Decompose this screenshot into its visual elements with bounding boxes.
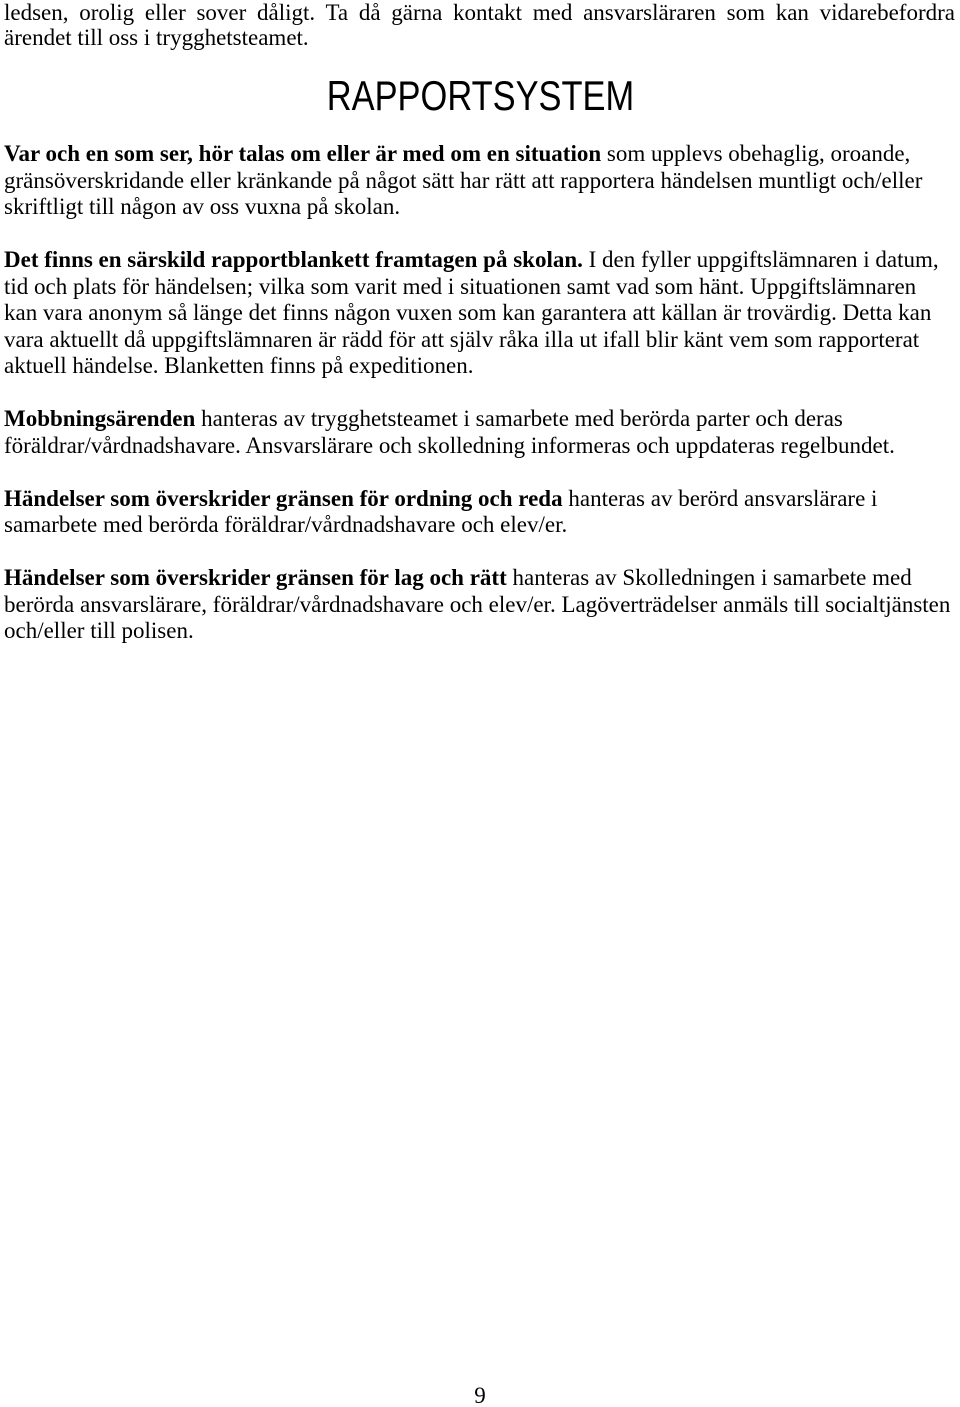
paragraph-line [4,486,956,513]
paragraph-line: och/eller till polisen. [4,618,194,643]
paragraph-lead: Det finns en särskild rapportblankett framtagen på skolan. [4,247,583,272]
section-heading-text: RAPPORTSYSTEM [326,72,634,119]
paragraph-bullying-cases [4,406,956,459]
section-body [4,141,956,671]
paragraph-line: skriftligt till någon av oss vuxna på skolan. [4,194,401,219]
paragraph-lead: Mobbningsärenden [4,406,196,431]
paragraph-lead: Var och en som ser, hör talas om eller är med om en situation [4,141,602,166]
intro-line: ledsen, orolig eller sover dåligt. Ta då gärna kontakt med ansvarsläraren som kan vidarebefordra [4,0,955,25]
paragraph-line: vara aktuellt då uppgiftslämnaren är rädd för att själv råka illa ut ifall blir känt vem som rapporterat [4,326,920,352]
intro-paragraph [4,0,955,50]
paragraph-line: kan vara anonym så länge det finns någon vuxen som kan garantera att källan är trovärdig. Detta kan [4,300,932,325]
page-number: 9 [474,1383,486,1407]
paragraph-law-incidents [4,565,956,645]
intro-line: ärendet till oss i trygghetsteamet. [4,25,309,50]
paragraph-line: samarbete med berörda föräldrar/vårdnadshavare och elev/er. [4,512,568,537]
paragraph-text: hanteras av trygghetsteamet i samarbete med berörda parter och deras [201,406,843,431]
paragraph-line [4,247,956,274]
paragraph-text: I den fyller uppgiftslämnaren i datum, [588,247,939,272]
paragraph-lead: Händelser som överskrider gränsen för lag och rätt [4,565,507,590]
paragraph-line: tid och plats för händelsen; vilka som varit med i situationen samt vad som hänt. Uppgiftslämnaren [4,273,917,299]
paragraph-line: aktuell händelse. Blanketten finns på expeditionen. [4,353,474,378]
paragraph-line [4,406,956,433]
paragraph-line: berörda ansvarslärare, föräldrar/vårdnadshavare och elev/er. Lagöverträdelser anmäls till socialtjänsten [4,591,951,617]
paragraph-report-form [4,247,956,380]
paragraph-reporting-right [4,141,956,221]
paragraph-line: gränsöverskridande eller kränkande på något sätt har rätt att rapportera händelsen muntligt och/eller [4,167,923,193]
paragraph-line: föräldrar/vårdnadshavare. Ansvarslärare och skolledning informeras och uppdateras regelbundet. [4,432,895,458]
paragraph-line [4,141,956,168]
paragraph-text: hanteras av Skolledningen i samarbete med [512,565,912,590]
paragraph-text: som upplevs obehaglig, oroande, [606,141,911,166]
paragraph-line [4,565,956,592]
section-heading [0,72,960,119]
paragraph-lead: Händelser som överskrider gränsen för ordning och reda [4,485,563,511]
paragraph-text: hanteras av berörd ansvarslärare i [568,485,878,511]
paragraph-order-incidents [4,486,956,539]
